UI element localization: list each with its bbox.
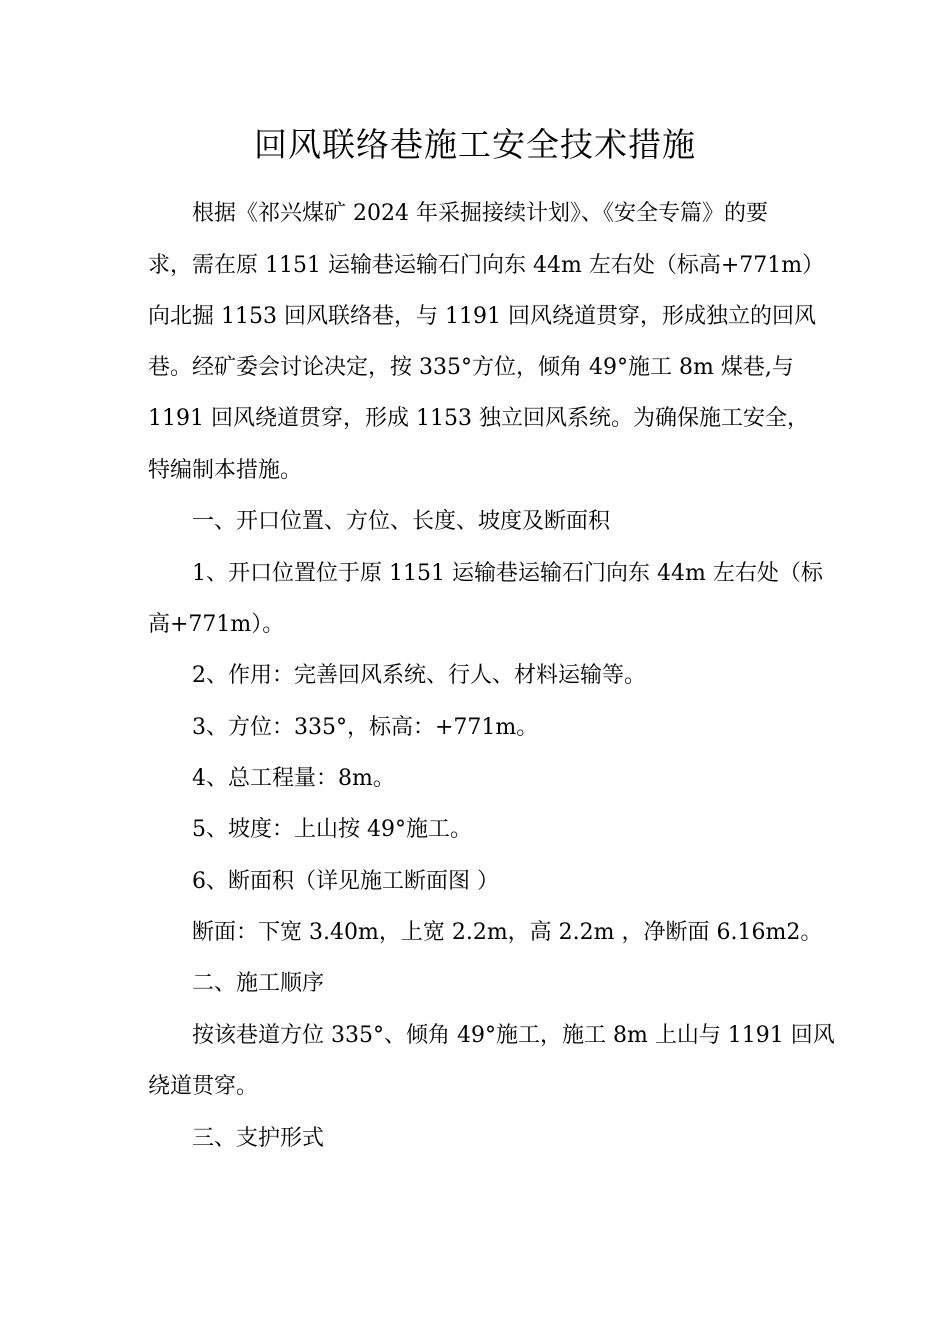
list-item: 4、总工程量：8m。 <box>192 766 395 791</box>
body-line: 巷。经矿委会讨论决定，按 335°方位，倾角 49°施工 8m 煤巷,与 <box>148 355 794 380</box>
section-heading: 二、施工顺序 <box>192 971 325 996</box>
section-heading: 一、开口位置、方位、长度、坡度及断面积 <box>192 509 611 534</box>
document-title: 回风联络巷施工安全技术措施 <box>254 125 696 164</box>
section-heading: 三、支护形式 <box>192 1126 325 1151</box>
body-line: 1191 回风绕道贯穿，形成 1153 独立回风系统。为确保施工安全， <box>148 406 809 431</box>
body-line: 根据《祁兴煤矿 2024 年采掘接续计划》、《安全专篇》的要 <box>192 201 768 226</box>
body-line: 求，需在原 1151 运输巷运输石门向东 44m 左右处（标高+771m） <box>148 253 825 278</box>
body-line: 1、开口位置位于原 1151 运输巷运输石门向东 44m 左右处（标 <box>192 561 823 586</box>
list-item: 2、作用：完善回风系统、行人、材料运输等。 <box>192 663 646 688</box>
list-item: 3、方位：335°，标高：+771m。 <box>192 715 539 740</box>
body-line: 高+771m）。 <box>148 612 285 637</box>
body-line: 断面：下宽 3.40m，上宽 2.2m，高 2.2m ，净断面 6.16m2。 <box>192 920 823 945</box>
body-line: 按该巷道方位 335°、倾角 49°施工，施工 8m 上山与 1191 回风 <box>192 1023 835 1048</box>
list-item: 5、坡度：上山按 49°施工。 <box>192 817 472 842</box>
body-line: 绕道贯穿。 <box>148 1074 259 1099</box>
body-line: 向北掘 1153 回风联络巷，与 1191 回风绕道贯穿，形成独立的回风 <box>148 304 816 329</box>
body-line: 特编制本措施。 <box>148 458 303 483</box>
list-item: 6、断面积（详见施工断面图 ） <box>192 869 499 894</box>
